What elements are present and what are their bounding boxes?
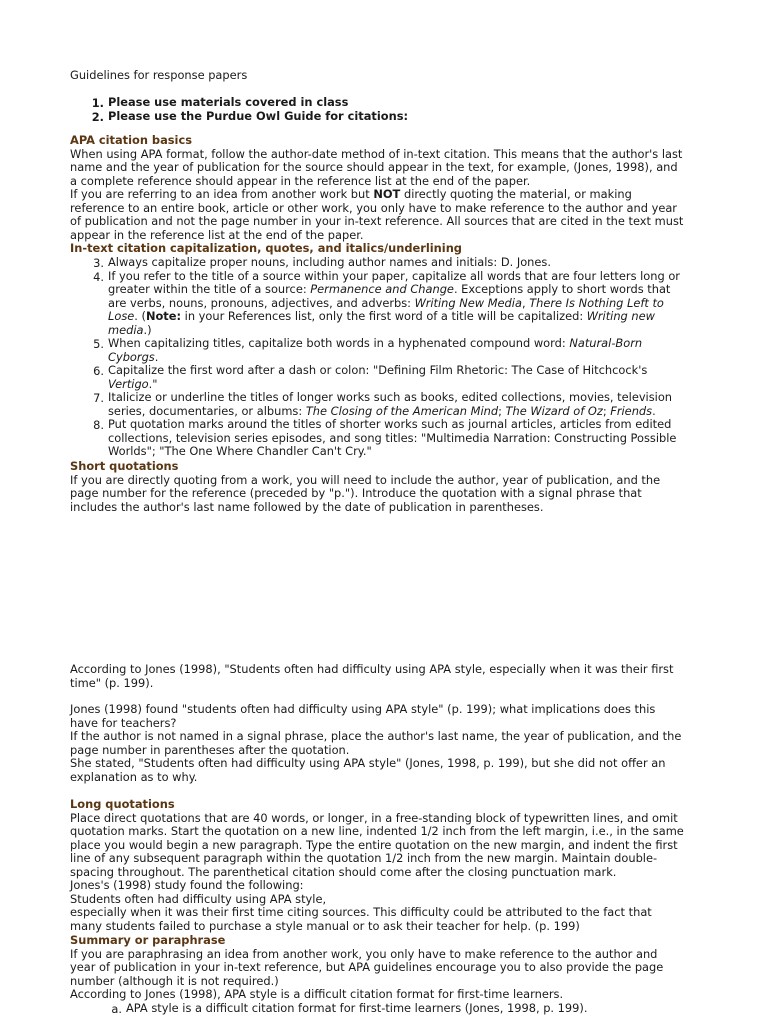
summary-section: Summary or paraphrase If you are paraphrasing an idea from another work, you only have to make reference to the author and year of publication in your in-text reference, but APA guidelines encourage you to also provide the page number (although it is not required.) According to Jones (1998), APA style is a difficult citation format for first-time learners. a. APA style is a difficult citation format for first-time learners (Jones, 1998, p. 199).	[70, 934, 710, 1016]
paragraph-line: page number for the reference (preceded by "p."). Introduce the quotation with a signal phrase that	[70, 486, 642, 500]
rules-list	[70, 96, 710, 124]
paragraph-line: When using APA format, follow the author-date method of in-text citation. This means that the author's last	[70, 146, 683, 161]
list-item: 5. When capitalizing titles, capitalize both words in a hyphenated compound word: Natural-Born Cyborgs.	[93, 336, 643, 364]
paragraph-line: includes the author's last name followed by the date of publication in parentheses.	[70, 499, 544, 514]
example-paragraph: According to Jones (1998), "Students often had difficulty using APA style, especially when it was their first time" (p. 199).	[70, 662, 674, 690]
paragraph-line: a complete reference should appear in the reference list at the end of the paper.	[70, 173, 531, 188]
section-heading: In-text citation capitalization, quotes, and italics/underlining	[70, 241, 462, 255]
section-heading: APA citation basics	[70, 133, 192, 147]
long-quotations-section: Long quotations Place direct quotations that are 40 words, or longer, in a free-standing block of typewritten lines, and omit quotation marks. Start the quotation on a new line, indented 1/2 inch from the left margin, i.e., in the same place you would begin a new paragraph. Type the entire quotation on the new margin, and indent the first line of any subsequent paragraph within the quotation 1/2 inch from the new margin. Maintain double- spacing throughout. The parenthetical citation should come after the closing punctuation mark. Jones's (1998) study found the following: Students often had difficulty using APA style, especially when it was their first time citing sources. This difficulty could be attributed to the fact that many students failed to purchase a style manual or to ask their teacher for help. (p. 199)	[70, 798, 710, 933]
section-heading: Long quotations	[70, 797, 175, 811]
section-heading: Summary or paraphrase	[70, 933, 226, 947]
paragraph-line: name and the year of publication for the source should appear in the text, for example, (Jones, 1998), and	[70, 160, 678, 174]
list-item: 8. Put quotation marks around the titles of shorter works such as journal articles, articles from edited collections, television series episodes, and song titles: "Multimedia Narration: Constructing Possible Worlds"; "The One Where Chandler Can't Cry."	[93, 417, 677, 458]
list-item: 1. Please use materials covered in class	[91, 95, 349, 110]
list-item: 4. If you refer to the title of a source within your paper, capitalize all words that are four letters long or greater within the title of a source: Permanence and Change. Exceptions apply to short words that are verbs, nouns, pronouns, adjectives, and adverbs: Writing New Media, There Is Nothing Left to Lose. (Note: in your References list, only the first word of a title will be capitalized: Writing new media.)	[93, 268, 680, 337]
paragraph-line: appear in the reference list at the end of the paper.	[70, 227, 364, 242]
short-quotations-section	[70, 460, 710, 514]
example-paragraph: Jones (1998) found "students often had difficulty using APA style" (p. 199); what implications does this have for teachers? If the author is not named in a signal phrase, place the author's last name, the year of publication, and the page number in parentheses after the quotation. She stated, "Students often had difficulty using APA style" (Jones, 1998, p. 199), but she did not offer an explanation as to why.	[70, 702, 682, 784]
apa-section	[70, 134, 710, 242]
doc-title: Guidelines for response papers	[70, 68, 248, 82]
list-item: 6. Capitalize the first word after a dash or colon: "Defining Film Rhetoric: The Case of Hitchcock's Vertigo."	[93, 363, 648, 391]
section-heading: Short quotations	[70, 459, 179, 473]
list-item: 3. Always capitalize proper nouns, including author names and initials: D. Jones.	[93, 254, 551, 270]
list-item: 2. Please use the Purdue Owl Guide for citations:	[91, 109, 409, 124]
list-item: a. APA style is a difficult citation format for first-time learners (Jones, 1998, p. 199).	[111, 1000, 588, 1016]
paragraph-line: If you are directly quoting from a work, you will need to include the author, year of publication, and the	[70, 472, 661, 487]
paragraph-line: reference to an entire book, article or other work, you only have to make reference to the author and year	[70, 200, 677, 215]
paragraph-line: of publication and not the page number in your in-text reference. All sources that are cited in the text must	[70, 214, 684, 228]
paragraph-line: If you are referring to an idea from another work but NOT directly quoting the material, or making	[70, 187, 632, 201]
list-item: 7. Italicize or underline the titles of longer works such as books, edited collections, movies, television series, documentaries, or albums: The Closing of the American Mind; The Wizard of Oz; Friends.	[93, 390, 673, 418]
intext-section	[70, 242, 710, 459]
